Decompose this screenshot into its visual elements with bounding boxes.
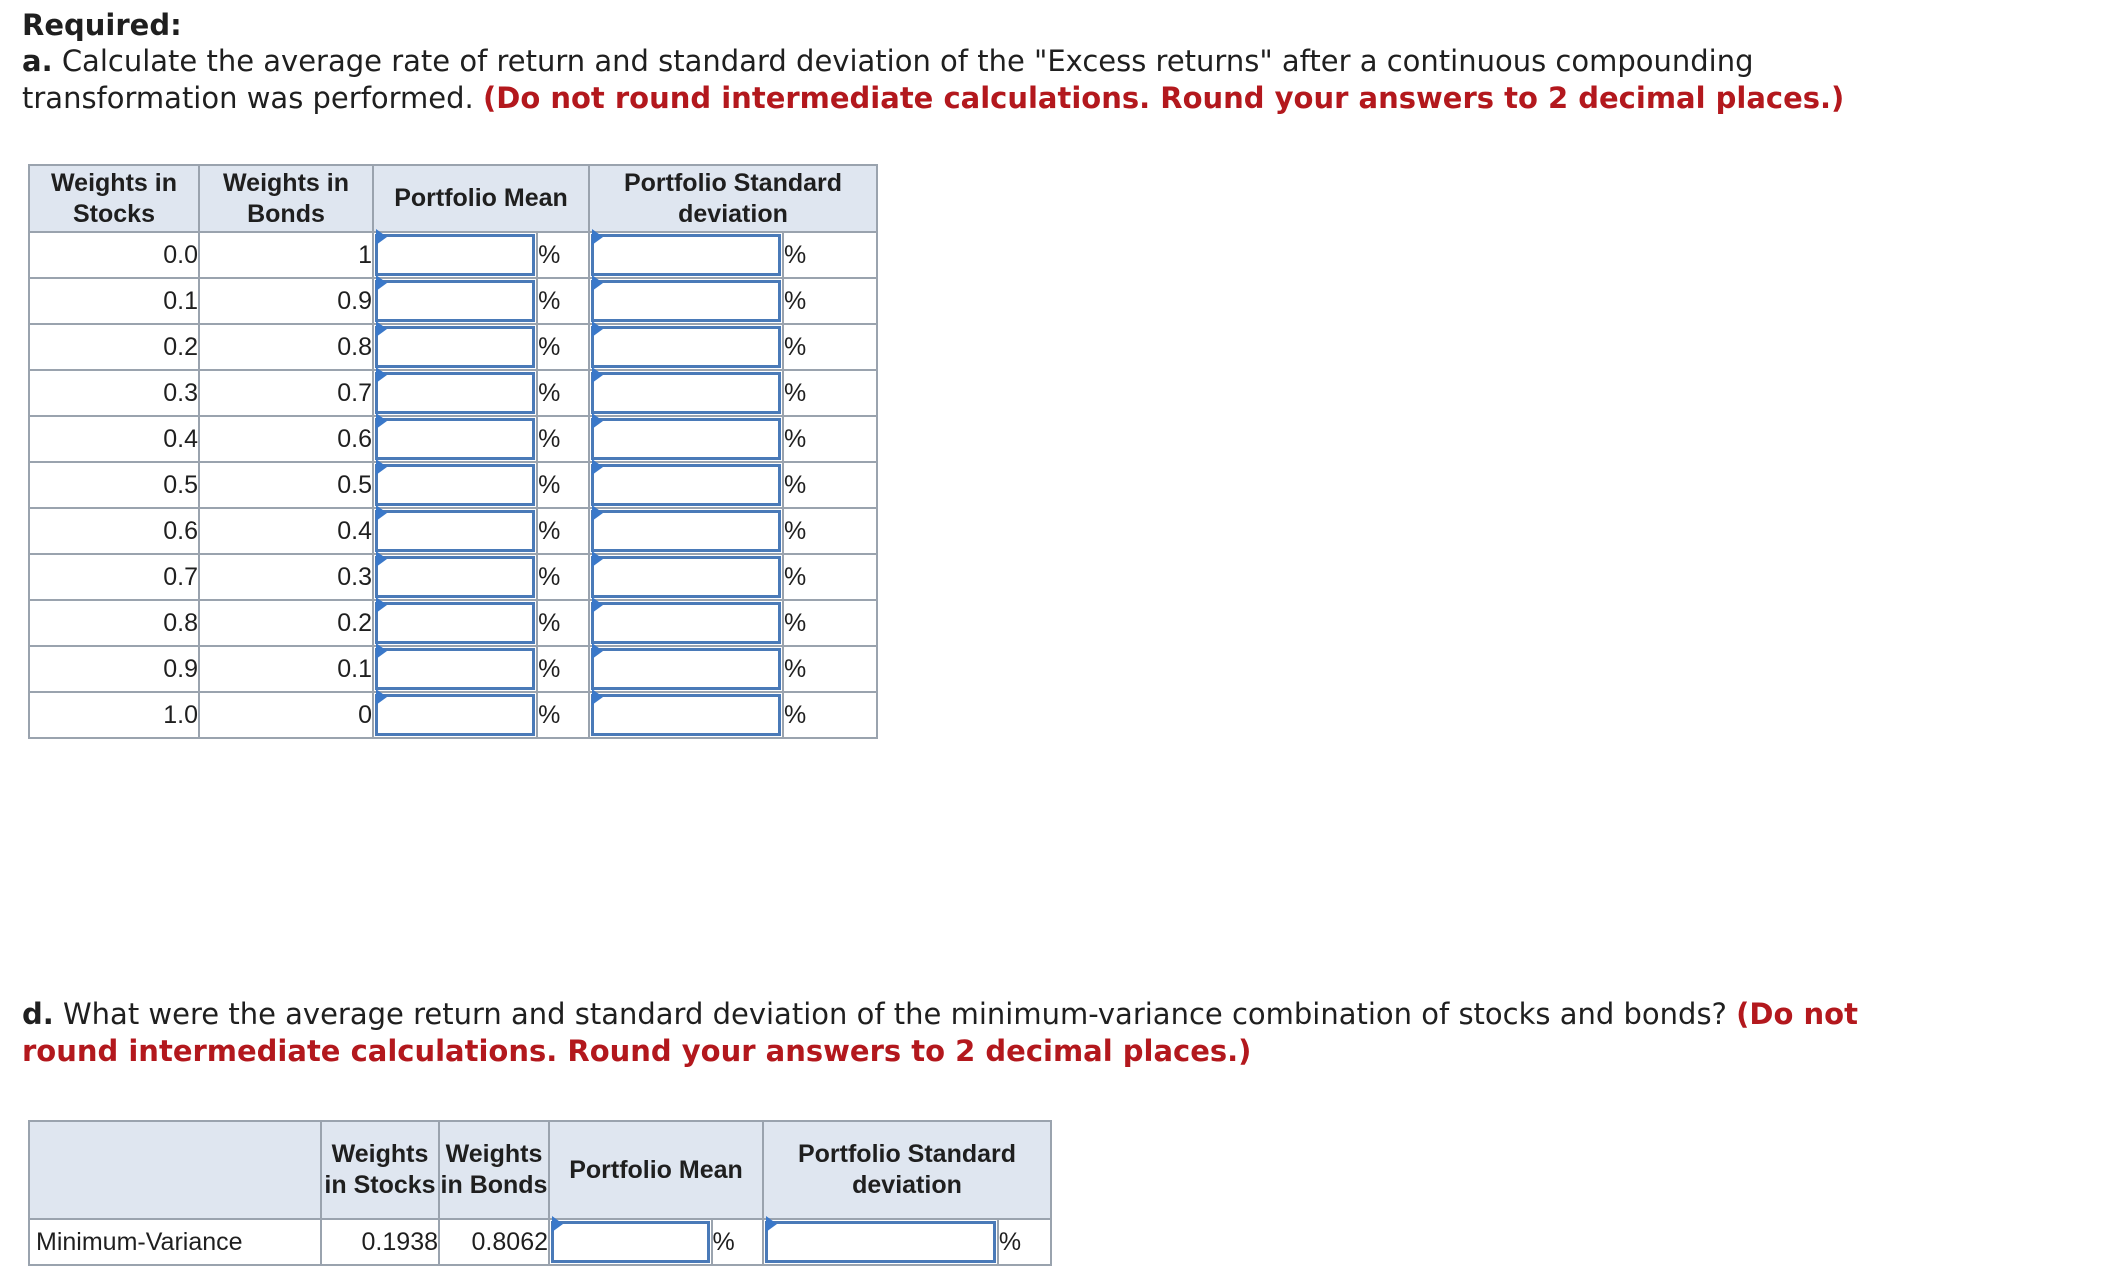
percent-sign: % <box>998 1219 1051 1265</box>
percent-sign: % <box>537 232 589 278</box>
portfolio-sd-input[interactable] <box>594 513 778 549</box>
weight-stocks: 0.8 <box>29 600 199 646</box>
portfolio-mean-input[interactable] <box>378 697 532 733</box>
table-row <box>29 646 877 692</box>
portfolio-mean-input[interactable] <box>378 237 532 273</box>
percent-sign: % <box>537 600 589 646</box>
mean-cell <box>373 508 537 554</box>
percent-sign: % <box>537 462 589 508</box>
portfolio-sd-input[interactable] <box>594 467 778 503</box>
answer-marker-icon <box>376 321 387 337</box>
weight-bonds: 0.4 <box>199 508 373 554</box>
sd-cell <box>589 324 783 370</box>
mean-cell <box>373 554 537 600</box>
weight-bonds: 1 <box>199 232 373 278</box>
min-variance-weight-bonds: 0.8062 <box>439 1219 549 1265</box>
percent-sign: % <box>783 554 877 600</box>
portfolio-sd-input[interactable] <box>594 283 778 319</box>
sd-cell <box>589 554 783 600</box>
table-row <box>29 600 877 646</box>
min-variance-weight-stocks: 0.1938 <box>321 1219 439 1265</box>
answer-marker-icon <box>376 551 387 567</box>
answer-marker-icon <box>376 505 387 521</box>
sd-cell <box>589 692 783 738</box>
answer-marker-icon <box>376 275 387 291</box>
table-row <box>29 462 877 508</box>
mean-cell <box>373 232 537 278</box>
min-variance-mean-input[interactable] <box>554 1224 707 1260</box>
percent-sign: % <box>537 324 589 370</box>
answer-marker-icon <box>592 413 603 429</box>
portfolio-mean-input[interactable] <box>378 329 532 365</box>
weight-bonds: 0.7 <box>199 370 373 416</box>
question-a-letter: a. <box>22 44 53 78</box>
weight-bonds: 0.6 <box>199 416 373 462</box>
percent-sign: % <box>783 278 877 324</box>
answer-marker-icon <box>376 413 387 429</box>
header-weights-stocks: Weights in Stocks <box>29 165 199 232</box>
table-row <box>29 324 877 370</box>
mean-cell <box>373 462 537 508</box>
table-row <box>29 554 877 600</box>
percent-sign: % <box>537 554 589 600</box>
answer-marker-icon <box>552 1216 563 1232</box>
answer-marker-icon <box>592 551 603 567</box>
percent-sign: % <box>537 646 589 692</box>
percent-sign: % <box>537 508 589 554</box>
question-d-text: What were the average return and standard deviation of the minimum-variance combination of stocks and bonds? <box>63 997 1727 1031</box>
table-row <box>29 232 877 278</box>
min-variance-mean-cell <box>549 1219 712 1265</box>
percent-sign: % <box>783 416 877 462</box>
mean-cell <box>373 646 537 692</box>
table-row <box>29 416 877 462</box>
answer-marker-icon <box>592 275 603 291</box>
answer-marker-icon <box>592 321 603 337</box>
weight-stocks: 0.4 <box>29 416 199 462</box>
portfolio-sd-input[interactable] <box>594 697 778 733</box>
required-heading: Required: <box>22 8 182 42</box>
sd-cell <box>589 462 783 508</box>
answer-marker-icon <box>592 459 603 475</box>
weight-bonds: 0.1 <box>199 646 373 692</box>
percent-sign: % <box>783 508 877 554</box>
header-mv-portfolio-sd: Portfolio Standard deviation <box>763 1121 1051 1219</box>
weight-bonds: 0.5 <box>199 462 373 508</box>
weight-bonds: 0.2 <box>199 600 373 646</box>
question-a-text: Calculate the average rate of return and standard deviation of the "Excess returns" after a continuous compounding transformation was performed. <box>22 44 1754 115</box>
weight-stocks: 0.9 <box>29 646 199 692</box>
weight-bonds: 0 <box>199 692 373 738</box>
portfolio-sd-input[interactable] <box>594 421 778 457</box>
sd-cell <box>589 600 783 646</box>
answer-marker-icon <box>592 643 603 659</box>
portfolio-mean-input[interactable] <box>378 559 532 595</box>
answer-marker-icon <box>766 1216 777 1232</box>
table-row <box>29 278 877 324</box>
percent-sign: % <box>783 462 877 508</box>
question-a <box>22 43 1922 117</box>
percent-sign: % <box>537 278 589 324</box>
percent-sign: % <box>783 370 877 416</box>
weight-stocks: 0.6 <box>29 508 199 554</box>
portfolio-table <box>28 164 878 739</box>
portfolio-mean-input[interactable] <box>378 375 532 411</box>
percent-sign: % <box>783 692 877 738</box>
weight-stocks: 0.5 <box>29 462 199 508</box>
answer-marker-icon <box>592 689 603 705</box>
portfolio-sd-input[interactable] <box>594 651 778 687</box>
weight-stocks: 0.1 <box>29 278 199 324</box>
weight-stocks: 0.0 <box>29 232 199 278</box>
mean-cell <box>373 692 537 738</box>
sd-cell <box>589 232 783 278</box>
portfolio-mean-input[interactable] <box>378 283 532 319</box>
percent-sign: % <box>783 324 877 370</box>
weight-stocks: 0.2 <box>29 324 199 370</box>
answer-marker-icon <box>592 367 603 383</box>
question-d-instruction: (Do not round intermediate calculations. Round your answers to 2 decimal places.) <box>22 997 1858 1068</box>
percent-sign: % <box>537 416 589 462</box>
answer-marker-icon <box>376 643 387 659</box>
header-weights-bonds: Weights in Bonds <box>199 165 373 232</box>
portfolio-sd-input[interactable] <box>594 605 778 641</box>
weight-stocks: 1.0 <box>29 692 199 738</box>
portfolio-table-body <box>29 232 877 738</box>
weight-stocks: 0.3 <box>29 370 199 416</box>
portfolio-mean-input[interactable] <box>378 421 532 457</box>
question-a-instruction: (Do not round intermediate calculations. Round your answers to 2 decimal places.) <box>483 81 1845 115</box>
table-row <box>29 508 877 554</box>
answer-marker-icon <box>376 459 387 475</box>
answer-marker-icon <box>376 367 387 383</box>
min-variance-sd-input[interactable] <box>768 1224 993 1260</box>
question-d <box>22 996 1922 1070</box>
question-d-letter: d. <box>22 997 54 1031</box>
weight-bonds: 0.3 <box>199 554 373 600</box>
portfolio-sd-input[interactable] <box>594 375 778 411</box>
sd-cell <box>589 278 783 324</box>
min-variance-table <box>28 1120 1052 1266</box>
percent-sign: % <box>783 232 877 278</box>
header-row-label <box>29 1121 321 1219</box>
answer-marker-icon <box>376 229 387 245</box>
min-variance-label: Minimum-Variance <box>29 1219 321 1265</box>
weight-bonds: 0.9 <box>199 278 373 324</box>
portfolio-mean-input[interactable] <box>378 513 532 549</box>
header-portfolio-mean: Portfolio Mean <box>373 165 589 232</box>
answer-marker-icon <box>592 505 603 521</box>
header-mv-weights-bonds: Weights in Bonds <box>439 1121 549 1219</box>
percent-sign: % <box>537 370 589 416</box>
table-row <box>29 370 877 416</box>
percent-sign: % <box>783 646 877 692</box>
header-mv-weights-stocks: Weights in Stocks <box>321 1121 439 1219</box>
min-variance-row <box>29 1219 1051 1265</box>
portfolio-sd-input[interactable] <box>594 559 778 595</box>
percent-sign: % <box>537 692 589 738</box>
sd-cell <box>589 416 783 462</box>
percent-sign: % <box>783 600 877 646</box>
mean-cell <box>373 370 537 416</box>
answer-marker-icon <box>592 229 603 245</box>
sd-cell <box>589 508 783 554</box>
portfolio-sd-input[interactable] <box>594 237 778 273</box>
min-variance-sd-cell <box>763 1219 998 1265</box>
sd-cell <box>589 646 783 692</box>
header-portfolio-sd: Portfolio Standard deviation <box>589 165 877 232</box>
percent-sign: % <box>712 1219 763 1265</box>
mean-cell <box>373 278 537 324</box>
sd-cell <box>589 370 783 416</box>
portfolio-mean-input[interactable] <box>378 651 532 687</box>
answer-marker-icon <box>376 689 387 705</box>
mean-cell <box>373 324 537 370</box>
portfolio-mean-input[interactable] <box>378 605 532 641</box>
table-row <box>29 692 877 738</box>
portfolio-mean-input[interactable] <box>378 467 532 503</box>
answer-marker-icon <box>592 597 603 613</box>
mean-cell <box>373 416 537 462</box>
mean-cell <box>373 600 537 646</box>
portfolio-sd-input[interactable] <box>594 329 778 365</box>
answer-marker-icon <box>376 597 387 613</box>
header-mv-portfolio-mean: Portfolio Mean <box>549 1121 763 1219</box>
weight-stocks: 0.7 <box>29 554 199 600</box>
weight-bonds: 0.8 <box>199 324 373 370</box>
